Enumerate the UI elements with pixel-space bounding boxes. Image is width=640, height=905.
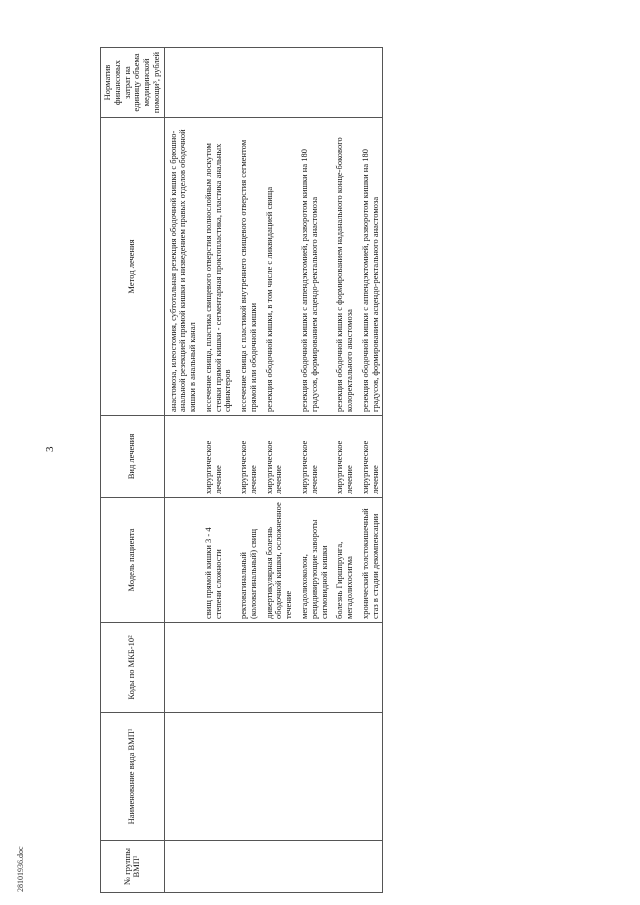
cell-name	[235, 713, 261, 841]
header-model: Модель пациента	[101, 498, 165, 623]
cell-name	[164, 713, 200, 841]
table-row	[164, 48, 200, 893]
cell-norm	[357, 48, 383, 118]
cell-codes	[200, 623, 235, 713]
cell-name	[200, 713, 235, 841]
cell-type: хирургическое лечение	[200, 416, 235, 498]
table-header-row	[101, 48, 165, 893]
cell-method: резекция ободочной кишки с аппендэктомией, разворотом кишки на 180 градусов, формированием асцендо-ректального анастомоза	[357, 118, 383, 416]
table-row	[200, 48, 235, 893]
table-row	[235, 48, 261, 893]
cell-model: хронический толстокишечный стаз в стадии декомпенсации	[357, 498, 383, 623]
cell-name	[331, 713, 357, 841]
header-name: Наименование вида ВМП¹	[101, 713, 165, 841]
cell-group	[331, 841, 357, 893]
cell-norm	[261, 48, 296, 118]
cell-codes	[164, 623, 200, 713]
page-number: 3	[44, 446, 56, 452]
cell-codes	[296, 623, 331, 713]
cell-type: хирургическое лечение	[331, 416, 357, 498]
cell-codes	[331, 623, 357, 713]
cell-model	[164, 498, 200, 623]
cell-method: резекция ободочной кишки, в том числе с ликвидацией свища	[261, 118, 296, 416]
cell-codes	[235, 623, 261, 713]
cell-norm	[235, 48, 261, 118]
table-row	[296, 48, 331, 893]
header-method: Метод лечения	[101, 118, 165, 416]
vmp-table	[100, 47, 383, 893]
cell-method: иссечение свища с пластикой внутреннего свищевого отверстия сегментом прямой или ободочной кишки	[235, 118, 261, 416]
cell-model: дивертикулярная болезнь ободочной кишки, осложненное течение	[261, 498, 296, 623]
cell-type: хирургическое лечение	[357, 416, 383, 498]
cell-norm	[296, 48, 331, 118]
cell-norm	[164, 48, 200, 118]
cell-group	[235, 841, 261, 893]
cell-group	[357, 841, 383, 893]
header-norm: Норматив финансовых затрат на единицу объема медицинской помощи³, рублей	[101, 48, 165, 118]
cell-codes	[261, 623, 296, 713]
document-reference: 28101936.doc	[16, 846, 25, 892]
cell-model: ректовагинальный (коловагинальный) свищ	[235, 498, 261, 623]
cell-codes	[357, 623, 383, 713]
cell-method: иссечение свища, пластика свищевого отверстия полнослойным лоскутом стенки прямой кишки - сегментарная проктопластика, пластика анальных сфинктеров	[200, 118, 235, 416]
cell-type: хирургическое лечение	[235, 416, 261, 498]
cell-type: хирургическое лечение	[261, 416, 296, 498]
cell-group	[261, 841, 296, 893]
cell-method: резекция ободочной кишки с аппендэктомией, разворотом кишки на 180 градусов, формированием асцендо-ректального анастомоза	[296, 118, 331, 416]
table-row	[331, 48, 357, 893]
cell-norm	[331, 48, 357, 118]
cell-group	[296, 841, 331, 893]
cell-name	[357, 713, 383, 841]
cell-type: хирургическое лечение	[296, 416, 331, 498]
cell-model: болезнь Гиршпрунга, мегадолихосигма	[331, 498, 357, 623]
table-row	[357, 48, 383, 893]
header-treatment-type: Вид лечения	[101, 416, 165, 498]
cell-name	[261, 713, 296, 841]
cell-group	[164, 841, 200, 893]
header-codes: Коды по МКБ-10²	[101, 623, 165, 713]
cell-norm	[200, 48, 235, 118]
cell-type	[164, 416, 200, 498]
cell-name	[296, 713, 331, 841]
rotated-page	[100, 48, 548, 893]
cell-group	[200, 841, 235, 893]
header-group: № группы ВМП¹	[101, 841, 165, 893]
cell-model: свищ прямой кишки 3 - 4 степени сложности	[200, 498, 235, 623]
table-row	[261, 48, 296, 893]
cell-model: мегадолихоколон, рецидивирующие завороты сигмовидной кишки	[296, 498, 331, 623]
cell-method: анастомоза, илеостомия, субтотальная резекция ободочной кишки с брюшно-анальной резекцией прямой кишки и низведением правых отделов ободочной кишки в анальный канал	[164, 118, 200, 416]
cell-method: резекция ободочной кишки с формированием наданального конце-бокового колоректального анастомоза	[331, 118, 357, 416]
